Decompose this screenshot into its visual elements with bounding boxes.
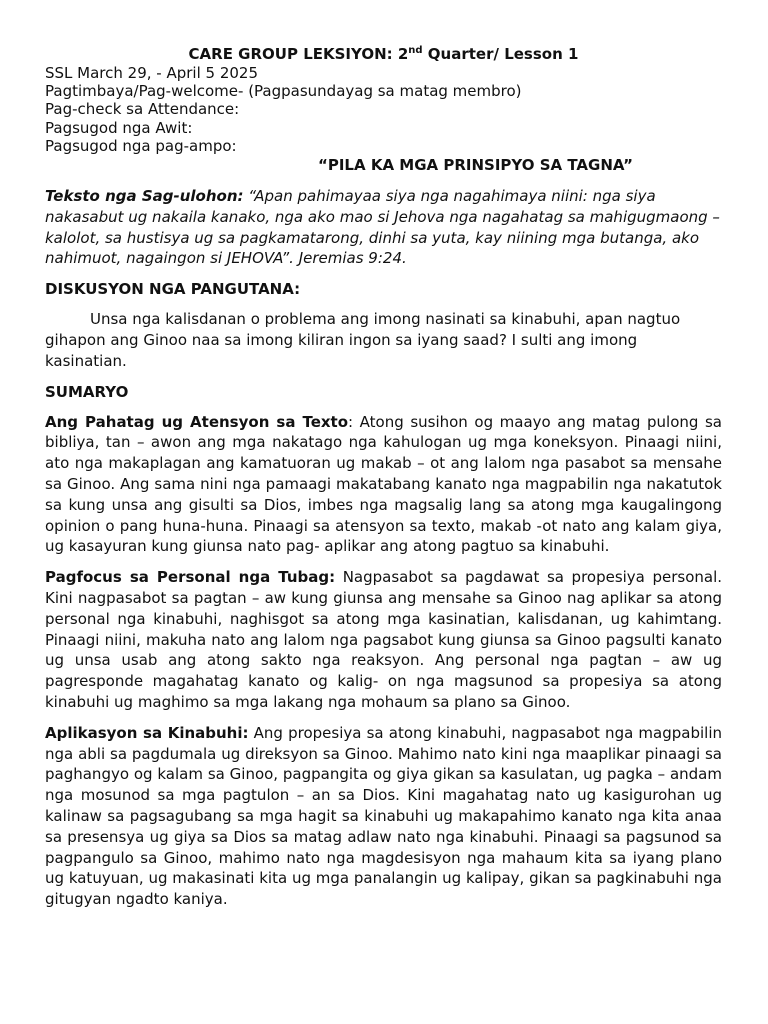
document-title bbox=[45, 44, 722, 64]
summary-paragraph-body: : Atong susihon og maayo ang matag pulong sa bibliya, tan – awon ang mga nakatago nga kahulogan ug mga koneksyon. Pinaagi niini, ato nga makaplagan ang kamatuoran ug makab – ot ang lalom nga pasabot sa mensahe sa Ginoo. Ang sama nini nga pamaagi makatabang kanato nga magpabilin nga nakatutok sa kung unsa ang gisulti sa Dios, imbes nga magsalig lang sa atong mga kaugalingong opinion o pang huna-huna. Pinaagi sa atensyon sa texto, makab -ot nato ang kalam giya, ug kasayuran kung giunsa nato pag- aplikar ang atong pagtuo sa kinabuhi. bbox=[45, 412, 723, 556]
summary-paragraph-label: Ang Pahatag ug Atensyon sa Texto bbox=[45, 412, 349, 431]
document-title-main: CARE GROUP LEKSIYON: 2 bbox=[188, 45, 409, 63]
discussion-question: Unsa nga kalisdanan o problema ang imong nasinati sa kinabuhi, apan nagtuo gihapon ang Ginoo naa sa imong kiliran ingon sa iyang saad? I sulti ang imong kasinatian. bbox=[45, 310, 681, 370]
summary-paragraph-label: Aplikasyon sa Kinabuhi: bbox=[45, 723, 249, 742]
summary-paragraph-text-attention bbox=[45, 412, 722, 558]
document-title-superscript: nd bbox=[408, 45, 423, 56]
summary-paragraph-label: Pagfocus sa Personal nga Tubag: bbox=[45, 568, 336, 587]
summary-paragraph-life-application bbox=[45, 723, 722, 910]
lesson-title: “PILA KA MGA PRINSIPYO SA TAGNA” bbox=[318, 156, 633, 175]
discussion-heading: DISKUSYON NGA PANGUTANA: bbox=[45, 280, 301, 299]
schedule-line: SSL March 29, - April 5 2025 bbox=[45, 64, 259, 82]
memory-verse bbox=[45, 186, 722, 269]
memory-verse-text: “Apan pahimayaa siya nga nagahimaya niini: nga siya nakasabut ug nakaila kanako, nga ako mao si Jehova nga nagahatag sa mahigugmaong – kalolot, sa hustisya ug sa pagkamatarong, dinhi sa yuta, kay niining mga butanga, ako nahimuot, nagaingon si JEHOVA”. Jeremias 9:24. bbox=[45, 187, 720, 268]
attendance-line: Pag-check sa Attendance: bbox=[45, 100, 240, 119]
summary-paragraph-personal-response bbox=[45, 567, 722, 713]
opening-prayer-line: Pagsugod nga pag-ampo: bbox=[45, 136, 237, 155]
document-page bbox=[45, 44, 722, 910]
summary-paragraph-body: Nagpasabot sa pagdawat sa propesiya personal. Kini nagpasabot sa pagtan – aw kung giunsa ang mensahe sa Ginoo nag aplikar sa atong personal nga kinabuhi, naghisgot sa atong mga kasinatian, kalisdanan, ug kahimtang. Pinaagi niini, makuha nato ang lalom nga pagsabot kung giunsa sa Ginoo pagsulti kanato ug unsa usab ang atong sakto nga reaksyon. Ang personal nga pagtan – aw ug pagresponde magahatag kanato og kalig- on nga magsunod sa propesiya sa atong kinabuhi ug maghimo sa mga lakang nga mohaum sa plano sa Ginoo. bbox=[45, 568, 723, 711]
memory-verse-label: Teksto nga Sag-ulohon: bbox=[45, 187, 244, 206]
opening-song-line: Pagsugod nga Awit: bbox=[45, 118, 193, 137]
summary-paragraph-body: Ang propesiya sa atong kinabuhi, nagpasabot nga magpabilin nga abli sa pagdumala ug direksyon sa Ginoo. Mahimo nato kini nga maaplikar pinaagi sa paghangyo og kalam sa Ginoo, pagpangita og giya gikan sa kasulatan, ug pagka – andam nga mosunod sa mga pagtulon – an sa Dios. Kini magahatag nato ug kasigurohan ug kalinaw sa pagsagubang sa mga hagit sa kinabuhi ug makapahimo kanato nga kita anaa sa presensya ug giya sa Dios sa matag adlaw nato nga kinabuhi. Pinaagi sa pagsunod sa pagpangulo sa Ginoo, mahimo nato nga magdesisyon nga mahaum kita sa iyang plano ug katuyuan, ug makasinati kita ug mga panalangin ug kalipay, gikan sa pagkinabuhi nga gitugyan ngadto kaniya. bbox=[45, 723, 723, 909]
summary-heading: SUMARYO bbox=[45, 382, 129, 401]
welcome-line: Pagtimbaya/Pag-welcome- (Pagpasundayag sa matag membro) bbox=[45, 82, 522, 101]
document-title-rest: Quarter/ Lesson 1 bbox=[422, 45, 579, 63]
